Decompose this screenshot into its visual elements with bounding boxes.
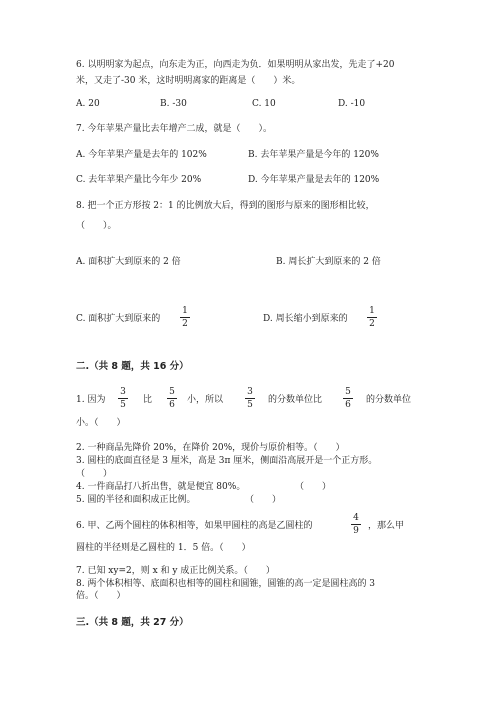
s2-q1-text-1: 1. 因为 <box>76 395 106 405</box>
s2-q2: 2. 一种商品先降价 20%，在降价 20%，现价与原价相等。（ ） <box>76 443 345 453</box>
s2-q1-text-3: 小，所以 <box>187 395 224 405</box>
q8-option-d-fraction <box>367 306 377 329</box>
s2-q5: 5. 圆的半径和面积成正比例。 <box>76 495 196 505</box>
q6-option-b: B. -30 <box>160 99 187 109</box>
s2-q8-line1: 8. 两个体积相等、底面积也相等的圆柱和圆锥，圆锥的高一定是圆柱高的 3 <box>76 579 376 589</box>
fraction-bar <box>180 317 190 318</box>
s2-q6-text-2: ，那么甲 <box>368 521 405 531</box>
s2-q1-fraction-3 <box>245 387 255 410</box>
q8-option-b: B. 周长扩大到原来的 2 倍 <box>276 257 381 267</box>
fraction-numerator: 4 <box>353 513 359 523</box>
fraction-denominator: 2 <box>369 319 375 329</box>
q6-stem-line1: 6. 以明明家为起点，向东走为正，向西走为负．如果明明从家出发，先走了+20 <box>76 60 395 70</box>
q7-option-b: B. 去年苹果产量是今年的 120% <box>248 150 379 160</box>
fraction-numerator: 5 <box>169 387 175 397</box>
q6-option-c: C. 10 <box>252 99 276 109</box>
fraction-bar <box>245 398 255 399</box>
s2-q1-fraction-1 <box>118 387 128 410</box>
s2-q4-answer-blank: （ ） <box>295 482 332 492</box>
s2-q4: 4. 一件商品打八折出售，就是便宜 80%。 <box>76 482 246 492</box>
fraction-bar <box>343 398 353 399</box>
fraction-denominator: 2 <box>182 319 188 329</box>
s2-q3-line2: （ ） <box>76 469 113 479</box>
q8-option-a: A. 面积扩大到原来的 2 倍 <box>76 257 181 267</box>
s2-q8-line2: 倍。（ ） <box>76 591 126 601</box>
q8-option-c: C. 面积扩大到原来的 <box>76 314 161 324</box>
q8-option-c-fraction <box>180 306 190 329</box>
q8-stem-line2: （ ）。 <box>76 221 117 231</box>
section2-header: 二.（共 8 题，共 16 分） <box>76 361 189 372</box>
fraction-numerator: 5 <box>345 387 351 397</box>
s2-q1-fraction-4 <box>343 387 353 410</box>
fraction-denominator: 9 <box>353 526 359 536</box>
q7-option-c: C. 去年苹果产量比今年少 20% <box>76 175 202 185</box>
q7-option-a: A. 今年苹果产量是去年的 102% <box>76 150 207 160</box>
s2-q3-line1: 3. 圆柱的底面直径是 3 厘米，高是 3π 厘米，侧面沿高展开是一个正方形。 <box>76 456 378 466</box>
s2-q7: 7. 已知 xy=2，则 x 和 y 成正比例关系。（ ） <box>76 566 275 576</box>
fraction-denominator: 5 <box>120 400 126 410</box>
q6-stem-line2: 米，又走了-30 米，这时明明离家的距离是（ ）米。 <box>76 76 301 86</box>
s2-q1-fraction-2 <box>167 387 177 410</box>
q7-stem: 7. 今年苹果产量比去年增产二成，就是（ ）。 <box>76 124 272 134</box>
fraction-bar <box>167 398 177 399</box>
fraction-numerator: 3 <box>247 387 253 397</box>
s2-q1-text-4: 的分数单位比 <box>268 395 323 405</box>
s2-q6-line2: 圆柱的半径则是乙圆柱的 1．5 倍。（ ） <box>76 543 251 553</box>
fraction-denominator: 5 <box>247 400 253 410</box>
fraction-bar <box>118 398 128 399</box>
fraction-numerator: 1 <box>182 306 188 316</box>
fraction-numerator: 3 <box>120 387 126 397</box>
q6-option-d: D. -10 <box>338 99 366 109</box>
fraction-denominator: 6 <box>345 400 351 410</box>
q6-option-a: A. 20 <box>76 99 100 109</box>
section3-header: 三.（共 8 题，共 27 分） <box>76 617 189 628</box>
fraction-bar <box>351 524 361 525</box>
fraction-bar <box>367 317 377 318</box>
fraction-numerator: 1 <box>369 306 375 316</box>
s2-q1-line2: 小。（ ） <box>76 418 126 428</box>
q8-stem-line1: 8. 把一个正方形按 2：1 的比例放大后，得到的图形与原来的图形相比较， <box>76 201 375 211</box>
fraction-denominator: 6 <box>169 400 175 410</box>
q7-option-d: D. 今年苹果产量是去年的 120% <box>248 175 380 185</box>
s2-q1-text-2: 比 <box>143 395 153 405</box>
s2-q1-text-5: 的分数单位 <box>366 395 412 405</box>
s2-q6-fraction <box>351 513 361 536</box>
s2-q6-text-1: 6. 甲、乙两个圆柱的体积相等，如果甲圆柱的高是乙圆柱的 <box>76 521 313 531</box>
s2-q5-answer-blank: （ ） <box>245 495 282 505</box>
q8-option-d: D. 周长缩小到原来的 <box>263 314 348 324</box>
